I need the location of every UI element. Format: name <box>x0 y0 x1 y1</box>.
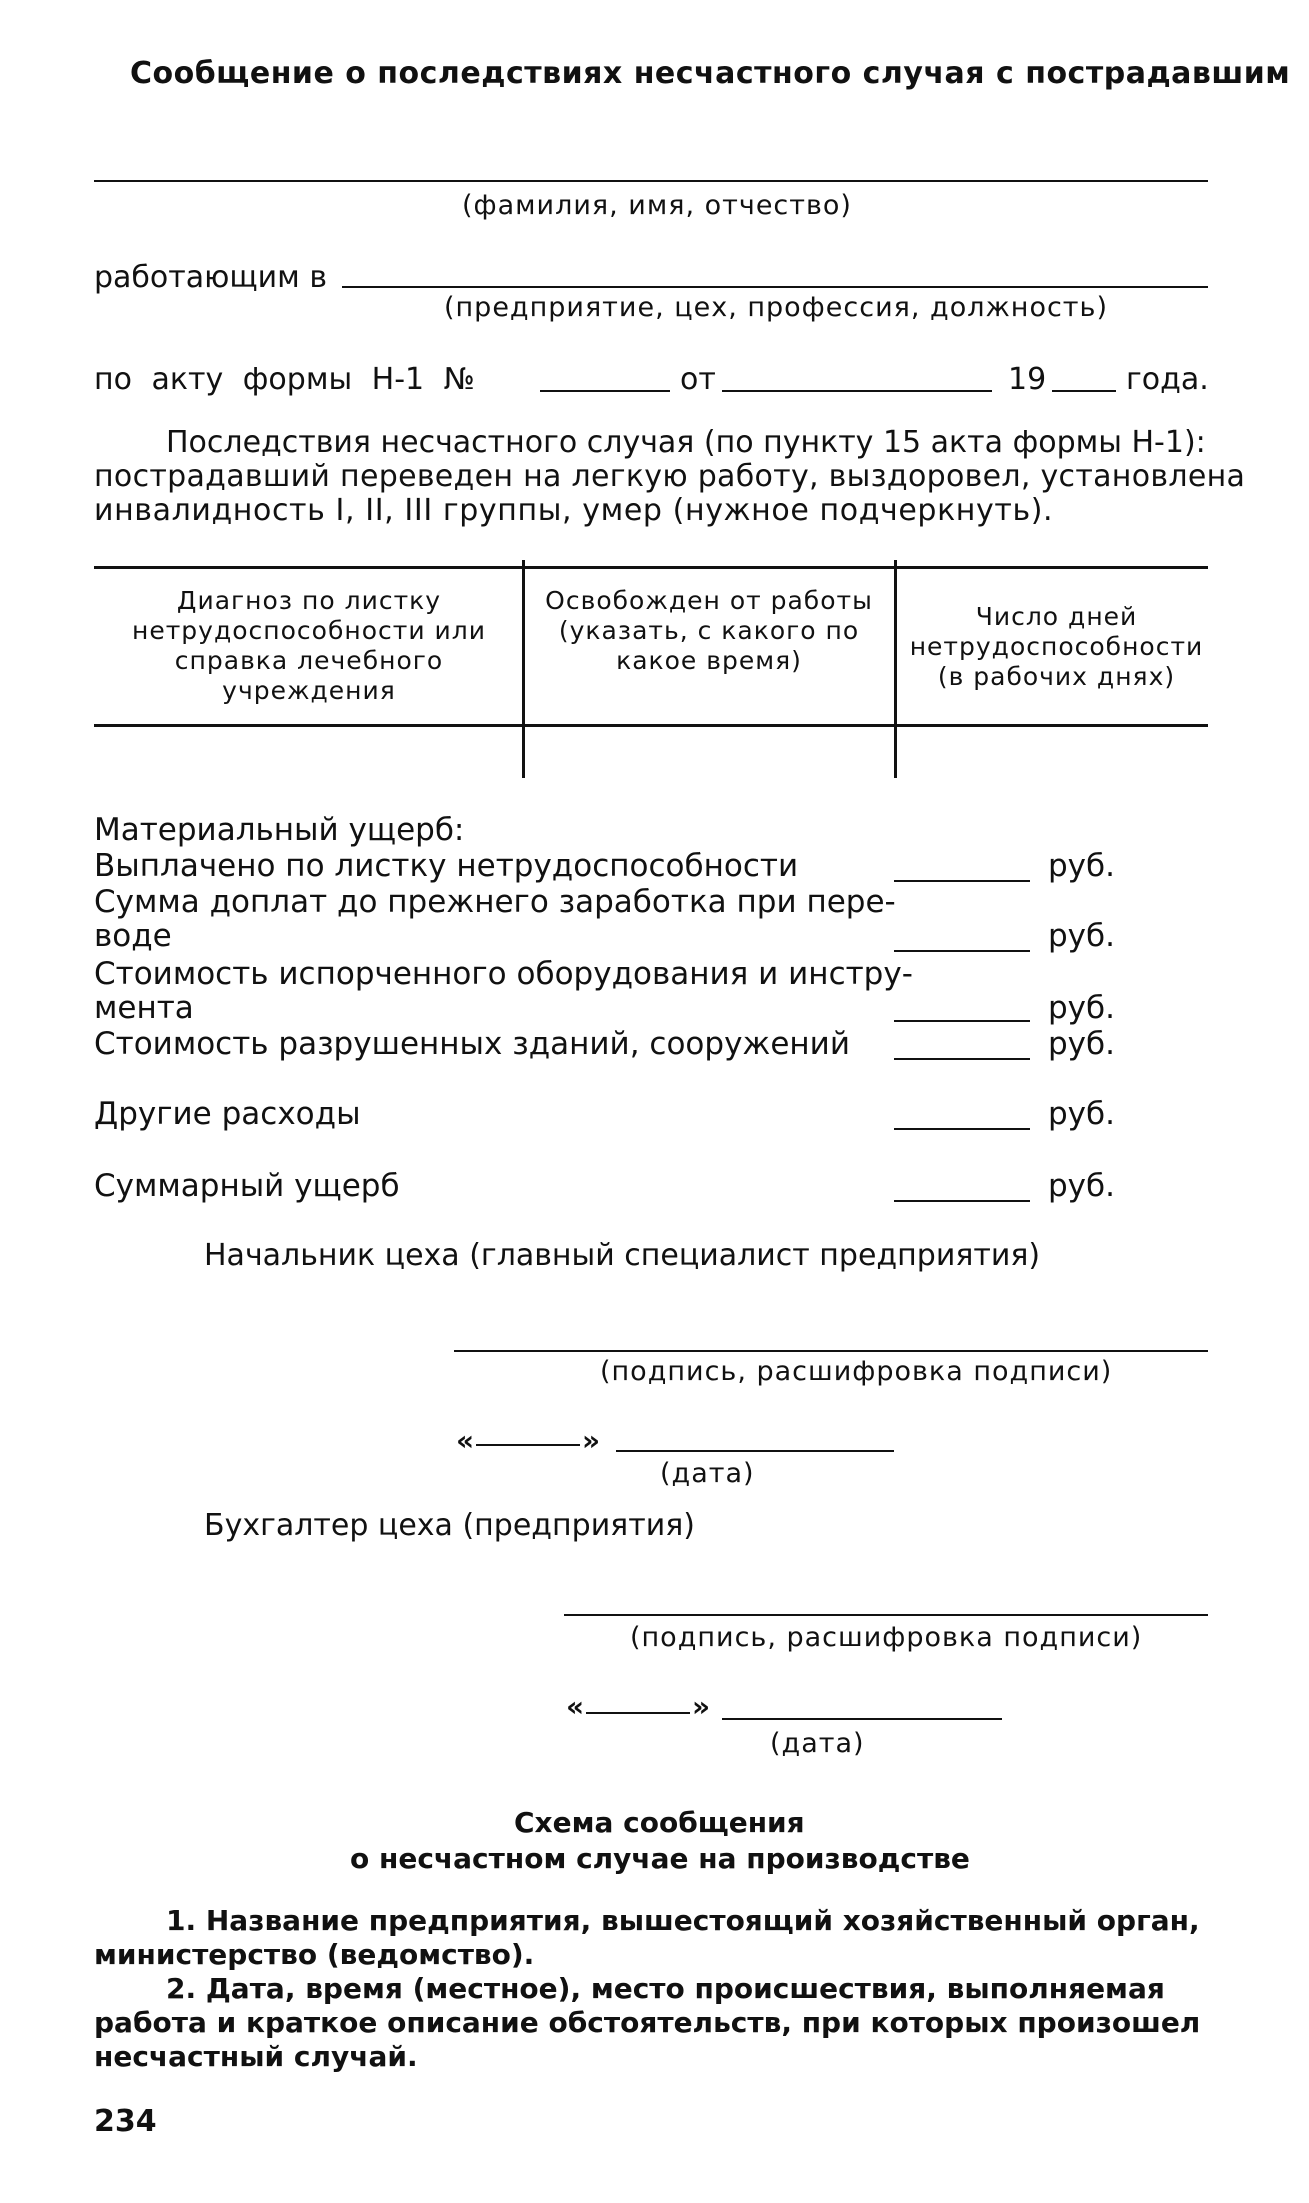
accountant-date-quote-open: « <box>566 1690 585 1723</box>
table-header-days: Число дней нетрудоспособности (в рабочих днях) <box>909 602 1204 691</box>
material-item-equipment-line1: Стоимость испорченного оборудования и инстру- <box>94 956 913 992</box>
scheme-item-2-line-1: 2. Дата, время (местное), место происшествия, выполняемая <box>166 1972 1165 2005</box>
act-number-blank[interactable] <box>540 390 670 392</box>
table-header-diagnosis: Диагноз по листку нетрудоспособности или справка лечебного учреждения <box>132 586 486 705</box>
accountant-date-quote-close: » <box>692 1690 711 1723</box>
table-header-rule <box>94 724 1208 727</box>
accountant-date-month-blank[interactable] <box>722 1718 1002 1720</box>
material-item-surcharge-line2: воде <box>94 918 172 954</box>
material-item-surcharge-line1: Сумма доплат до прежнего заработка при пере- <box>94 884 896 920</box>
material-item-paid-line1: Выплачено по листку нетрудоспособности <box>94 848 799 884</box>
material-heading: Материальный ущерб: <box>94 812 465 848</box>
act-year-prefix: 19 <box>1008 362 1047 397</box>
chief-signature-line[interactable] <box>454 1350 1208 1352</box>
scheme-title-line-2: о несчастном случае на производстве <box>350 1842 970 1875</box>
page-number: 234 <box>94 2104 157 2139</box>
chief-date-day-blank[interactable] <box>476 1444 580 1446</box>
works-at-blank-line[interactable] <box>342 286 1208 288</box>
material-item-buildings-blank[interactable] <box>894 1058 1030 1060</box>
fio-caption: (фамилия, имя, отчество) <box>462 190 852 221</box>
table-cell-released[interactable] <box>526 728 892 776</box>
material-item-buildings-line1: Стоимость разрушенных зданий, сооружений <box>94 1026 850 1062</box>
material-item-other-line1: Другие расходы <box>94 1096 361 1132</box>
chief-date-quote-open: « <box>456 1424 475 1457</box>
material-item-other-unit: руб. <box>1048 1096 1115 1132</box>
accountant-date-day-blank[interactable] <box>586 1712 690 1714</box>
act-prefix: по акту формы Н-1 № <box>94 362 475 397</box>
material-item-equipment-unit: руб. <box>1048 990 1115 1026</box>
works-at-label: работающим в <box>94 260 327 295</box>
accountant-signature-line[interactable] <box>564 1614 1208 1616</box>
accountant-date-caption: (дата) <box>770 1728 865 1759</box>
scheme-item-2-line-2: работа и краткое описание обстоятельств, при которых произошел <box>94 2006 1201 2039</box>
material-item-equipment-blank[interactable] <box>894 1020 1030 1022</box>
chief-date-caption: (дата) <box>660 1458 755 1489</box>
scheme-title-line-1: Схема сообщения <box>514 1806 805 1839</box>
material-item-buildings-unit: руб. <box>1048 1026 1115 1062</box>
act-from-label: от <box>680 362 716 397</box>
material-item-total-blank[interactable] <box>894 1200 1030 1202</box>
act-date-blank[interactable] <box>722 390 992 392</box>
material-item-paid-blank[interactable] <box>894 880 1030 882</box>
chief-date-quote-close: » <box>582 1424 601 1457</box>
table-cell-days[interactable] <box>898 728 1206 776</box>
table-top-rule <box>94 566 1208 569</box>
accountant-signature-caption: (подпись, расшифровка подписи) <box>630 1622 1143 1653</box>
material-item-other-blank[interactable] <box>894 1128 1030 1130</box>
table-col-divider-1 <box>522 560 525 778</box>
scheme-item-1-line-2: министерство (ведомство). <box>94 1938 535 1971</box>
scheme-item-2-line-3: несчастный случай. <box>94 2040 418 2073</box>
scheme-item-1-line-1: 1. Название предприятия, вышестоящий хозяйственный орган, <box>166 1904 1200 1937</box>
table-cell-diagnosis[interactable] <box>94 728 520 776</box>
chief-date-month-blank[interactable] <box>616 1450 894 1452</box>
material-item-total-line1: Суммарный ущерб <box>94 1168 400 1204</box>
material-item-total-unit: руб. <box>1048 1168 1115 1204</box>
injury-table <box>94 560 1208 778</box>
table-col-divider-2 <box>894 560 897 778</box>
consequences-line-1: Последствия несчастного случая (по пункту 15 акта формы Н-1): <box>166 425 1206 460</box>
chief-title: Начальник цеха (главный специалист предприятия) <box>204 1238 1041 1273</box>
consequences-line-3: инвалидность I, II, III группы, умер (нужное подчеркнуть). <box>94 493 1054 528</box>
fio-blank-line[interactable] <box>94 180 1208 182</box>
material-item-surcharge-unit: руб. <box>1048 918 1115 954</box>
material-item-surcharge-blank[interactable] <box>894 950 1030 952</box>
accountant-title: Бухгалтер цеха (предприятия) <box>204 1508 695 1543</box>
page-title: Сообщение о последствиях несчастного случая с пострадавшим <box>130 56 1291 91</box>
chief-signature-caption: (подпись, расшифровка подписи) <box>600 1356 1113 1387</box>
material-item-paid-unit: руб. <box>1048 848 1115 884</box>
works-at-caption: (предприятие, цех, профессия, должность) <box>444 292 1108 323</box>
act-year-suffix: года. <box>1126 362 1209 397</box>
table-header-released: Освобожден от работы (указать, с какого по какое время) <box>545 586 873 675</box>
act-year-blank[interactable] <box>1052 390 1116 392</box>
material-item-equipment-line2: мента <box>94 990 194 1026</box>
consequences-line-2: пострадавший переведен на легкую работу, выздоровел, установлена <box>94 459 1246 494</box>
